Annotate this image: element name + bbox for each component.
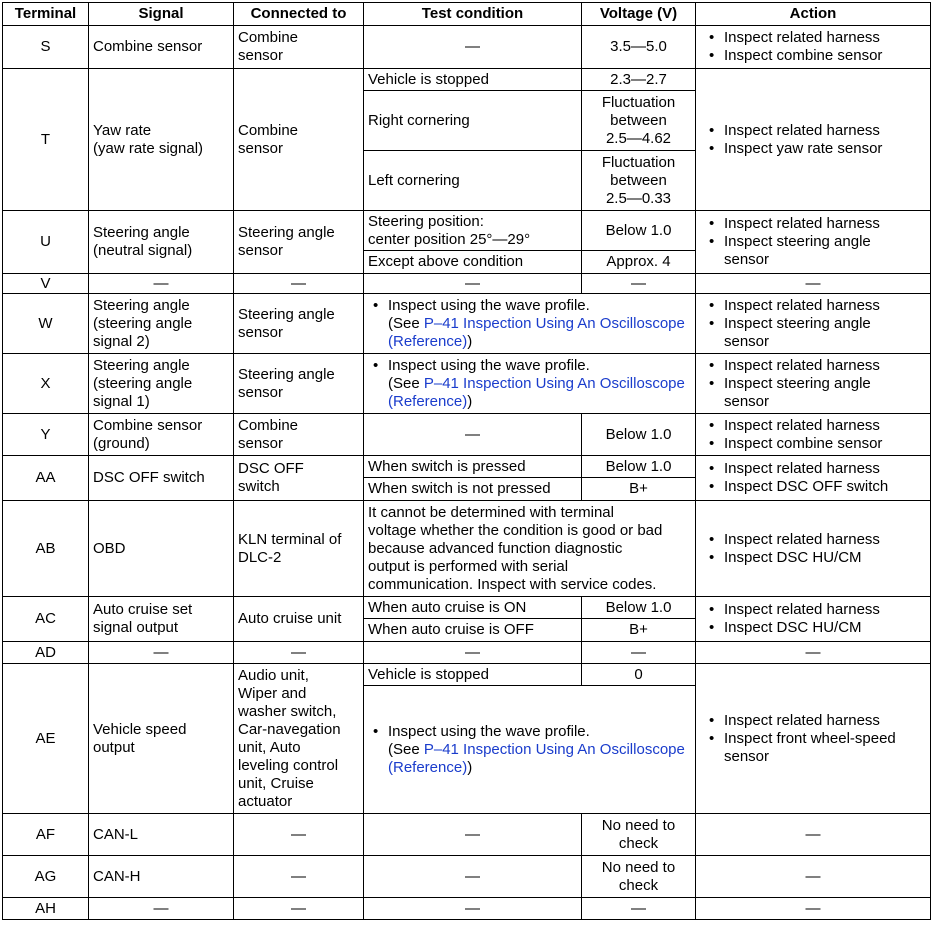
see-open: (See bbox=[388, 314, 424, 332]
action-aa bbox=[696, 456, 931, 501]
terminal-ae: AE bbox=[3, 664, 89, 814]
action-item: • Inspect related harness bbox=[704, 29, 926, 47]
action-v: — bbox=[696, 274, 931, 294]
condition-ag: — bbox=[364, 856, 582, 898]
voltage-s: 3.5—5.0 bbox=[582, 26, 696, 69]
header-action: Action bbox=[696, 3, 931, 26]
connected-ac: Auto cruise unit bbox=[234, 597, 364, 642]
condition-af: — bbox=[364, 814, 582, 856]
action-ae bbox=[696, 664, 931, 814]
connected-s: Combine sensor bbox=[234, 26, 364, 69]
action-item: • Inspect related harness bbox=[704, 712, 926, 730]
terminal-y: Y bbox=[3, 414, 89, 456]
signal-ad: — bbox=[89, 642, 234, 664]
row-ah bbox=[3, 898, 931, 920]
action-w bbox=[696, 294, 931, 354]
voltage-ag: No need to check bbox=[582, 856, 696, 898]
signal-s: Combine sensor bbox=[89, 26, 234, 69]
connected-t: Combine sensor bbox=[234, 69, 364, 211]
condition-s: — bbox=[364, 26, 582, 69]
voltage-ac-1: Below 1.0 bbox=[582, 597, 696, 619]
signal-ag: CAN-H bbox=[89, 856, 234, 898]
action-af: — bbox=[696, 814, 931, 856]
wave-text: Inspect using the wave profile. bbox=[388, 722, 590, 740]
row-w bbox=[3, 294, 931, 354]
action-y bbox=[696, 414, 931, 456]
voltage-ae-1: 0 bbox=[582, 664, 696, 686]
condition-t-3: Left cornering bbox=[364, 151, 582, 211]
voltage-t-3: Fluctuation between 2.5—0.33 bbox=[582, 151, 696, 211]
header-row bbox=[3, 3, 931, 26]
oscilloscope-reference-link[interactable]: P–41 Inspection Using An Oscilloscope (Reference) bbox=[388, 740, 685, 776]
wave-inspection-note bbox=[368, 723, 691, 777]
voltage-aa-1: Below 1.0 bbox=[582, 456, 696, 478]
row-ac bbox=[3, 597, 931, 619]
signal-x: Steering angle (steering angle signal 1) bbox=[89, 354, 234, 414]
wave-inspection-note bbox=[368, 297, 691, 351]
header-connected-to: Connected to bbox=[234, 3, 364, 26]
header-test-condition: Test condition bbox=[364, 3, 582, 26]
header-signal: Signal bbox=[89, 3, 234, 26]
condition-t-2: Right cornering bbox=[364, 91, 582, 151]
header-voltage: Voltage (V) bbox=[582, 3, 696, 26]
signal-af: CAN-L bbox=[89, 814, 234, 856]
action-ab bbox=[696, 501, 931, 597]
terminal-v: V bbox=[3, 274, 89, 294]
condition-aa-2: When switch is not pressed bbox=[364, 478, 582, 501]
connected-ae: Audio unit, Wiper and washer switch, Car-navegation unit, Auto leveling control unit, Cruise actuator bbox=[234, 664, 364, 814]
terminal-s: S bbox=[3, 26, 89, 69]
row-t bbox=[3, 69, 931, 91]
terminal-x: X bbox=[3, 354, 89, 414]
action-item: • Inspect front wheel-speed sensor bbox=[704, 730, 926, 766]
condition-ad: — bbox=[364, 642, 582, 664]
terminal-aa: AA bbox=[3, 456, 89, 501]
terminal-w: W bbox=[3, 294, 89, 354]
action-t bbox=[696, 69, 931, 211]
action-item: • Inspect related harness bbox=[704, 601, 926, 619]
terminal-inspection-table bbox=[2, 2, 931, 920]
voltage-u-1: Below 1.0 bbox=[582, 211, 696, 251]
condition-v: — bbox=[364, 274, 582, 294]
terminal-t: T bbox=[3, 69, 89, 211]
condition-ae-2 bbox=[364, 686, 696, 814]
action-ac bbox=[696, 597, 931, 642]
action-item: • Inspect DSC HU/CM bbox=[704, 619, 926, 637]
condition-w bbox=[364, 294, 696, 354]
connected-aa: DSC OFF switch bbox=[234, 456, 364, 501]
condition-x bbox=[364, 354, 696, 414]
header-terminal: Terminal bbox=[3, 3, 89, 26]
row-y bbox=[3, 414, 931, 456]
action-u bbox=[696, 211, 931, 274]
voltage-u-2: Approx. 4 bbox=[582, 251, 696, 274]
condition-ab: It cannot be determined with terminal voltage whether the condition is good or bad because advanced function diagnostic output is performed with serial communication. Inspect with service codes. bbox=[364, 501, 696, 597]
connected-af: — bbox=[234, 814, 364, 856]
action-item: • Inspect related harness bbox=[704, 417, 926, 435]
condition-aa-1: When switch is pressed bbox=[364, 456, 582, 478]
signal-aa: DSC OFF switch bbox=[89, 456, 234, 501]
connected-ad: — bbox=[234, 642, 364, 664]
voltage-v: — bbox=[582, 274, 696, 294]
action-ad: — bbox=[696, 642, 931, 664]
wave-inspection-note bbox=[368, 357, 691, 411]
terminal-ab: AB bbox=[3, 501, 89, 597]
voltage-t-1: 2.3—2.7 bbox=[582, 69, 696, 91]
voltage-t-2: Fluctuation between 2.5—4.62 bbox=[582, 91, 696, 151]
signal-ab: OBD bbox=[89, 501, 234, 597]
terminal-ac: AC bbox=[3, 597, 89, 642]
signal-u: Steering angle (neutral signal) bbox=[89, 211, 234, 274]
action-item: • Inspect DSC OFF switch bbox=[704, 478, 926, 496]
voltage-ac-2: B+ bbox=[582, 619, 696, 642]
condition-ac-2: When auto cruise is OFF bbox=[364, 619, 582, 642]
terminal-ag: AG bbox=[3, 856, 89, 898]
connected-ah: — bbox=[234, 898, 364, 920]
row-x bbox=[3, 354, 931, 414]
action-item: • Inspect related harness bbox=[704, 460, 926, 478]
oscilloscope-reference-link[interactable]: P–41 Inspection Using An Oscilloscope (Reference) bbox=[388, 374, 685, 410]
row-af bbox=[3, 814, 931, 856]
terminal-ad: AD bbox=[3, 642, 89, 664]
signal-w: Steering angle (steering angle signal 2) bbox=[89, 294, 234, 354]
action-item: • Inspect yaw rate sensor bbox=[704, 140, 926, 158]
action-s bbox=[696, 26, 931, 69]
connected-y: Combine sensor bbox=[234, 414, 364, 456]
connected-w: Steering angle sensor bbox=[234, 294, 364, 354]
voltage-af: No need to check bbox=[582, 814, 696, 856]
voltage-ad: — bbox=[582, 642, 696, 664]
see-open: (See bbox=[388, 374, 424, 392]
row-ad bbox=[3, 642, 931, 664]
connected-x: Steering angle sensor bbox=[234, 354, 364, 414]
signal-t: Yaw rate (yaw rate signal) bbox=[89, 69, 234, 211]
action-item: • Inspect DSC HU/CM bbox=[704, 549, 926, 567]
signal-v: — bbox=[89, 274, 234, 294]
condition-y: — bbox=[364, 414, 582, 456]
action-item: • Inspect related harness bbox=[704, 531, 926, 549]
voltage-aa-2: B+ bbox=[582, 478, 696, 501]
action-item: • Inspect related harness bbox=[704, 122, 926, 140]
action-item: • Inspect steering angle sensor bbox=[704, 315, 926, 351]
action-item: • Inspect steering angle sensor bbox=[704, 233, 926, 269]
voltage-y: Below 1.0 bbox=[582, 414, 696, 456]
signal-ah: — bbox=[89, 898, 234, 920]
signal-ae: Vehicle speed output bbox=[89, 664, 234, 814]
row-s bbox=[3, 26, 931, 69]
row-ae bbox=[3, 664, 931, 686]
connected-ab: KLN terminal of DLC-2 bbox=[234, 501, 364, 597]
see-close: ) bbox=[467, 758, 473, 776]
connected-ag: — bbox=[234, 856, 364, 898]
signal-y: Combine sensor (ground) bbox=[89, 414, 234, 456]
condition-u-1: Steering position: center position 25°—29° bbox=[364, 211, 582, 251]
action-item: • Inspect combine sensor bbox=[704, 47, 926, 65]
action-item: • Inspect steering angle sensor bbox=[704, 375, 926, 411]
terminal-af: AF bbox=[3, 814, 89, 856]
condition-ac-1: When auto cruise is ON bbox=[364, 597, 582, 619]
action-ag: — bbox=[696, 856, 931, 898]
condition-t-1: Vehicle is stopped bbox=[364, 69, 582, 91]
row-ab bbox=[3, 501, 931, 597]
row-aa bbox=[3, 456, 931, 478]
row-v bbox=[3, 274, 931, 294]
signal-ac: Auto cruise set signal output bbox=[89, 597, 234, 642]
action-item: • Inspect related harness bbox=[704, 215, 926, 233]
voltage-ah: — bbox=[582, 898, 696, 920]
action-ah: — bbox=[696, 898, 931, 920]
see-close: ) bbox=[467, 392, 473, 410]
wave-text: Inspect using the wave profile. bbox=[388, 296, 590, 314]
action-item: • Inspect combine sensor bbox=[704, 435, 926, 453]
action-item: • Inspect related harness bbox=[704, 297, 926, 315]
terminal-u: U bbox=[3, 211, 89, 274]
action-x bbox=[696, 354, 931, 414]
row-ag bbox=[3, 856, 931, 898]
connected-v: — bbox=[234, 274, 364, 294]
row-u bbox=[3, 211, 931, 251]
action-item: • Inspect related harness bbox=[704, 357, 926, 375]
wave-text: Inspect using the wave profile. bbox=[388, 356, 590, 374]
condition-u-2: Except above condition bbox=[364, 251, 582, 274]
condition-ae-1: Vehicle is stopped bbox=[364, 664, 582, 686]
condition-ah: — bbox=[364, 898, 582, 920]
connected-u: Steering angle sensor bbox=[234, 211, 364, 274]
oscilloscope-reference-link[interactable]: P–41 Inspection Using An Oscilloscope (Reference) bbox=[388, 314, 685, 350]
terminal-ah: AH bbox=[3, 898, 89, 920]
see-open: (See bbox=[388, 740, 424, 758]
see-close: ) bbox=[467, 332, 473, 350]
